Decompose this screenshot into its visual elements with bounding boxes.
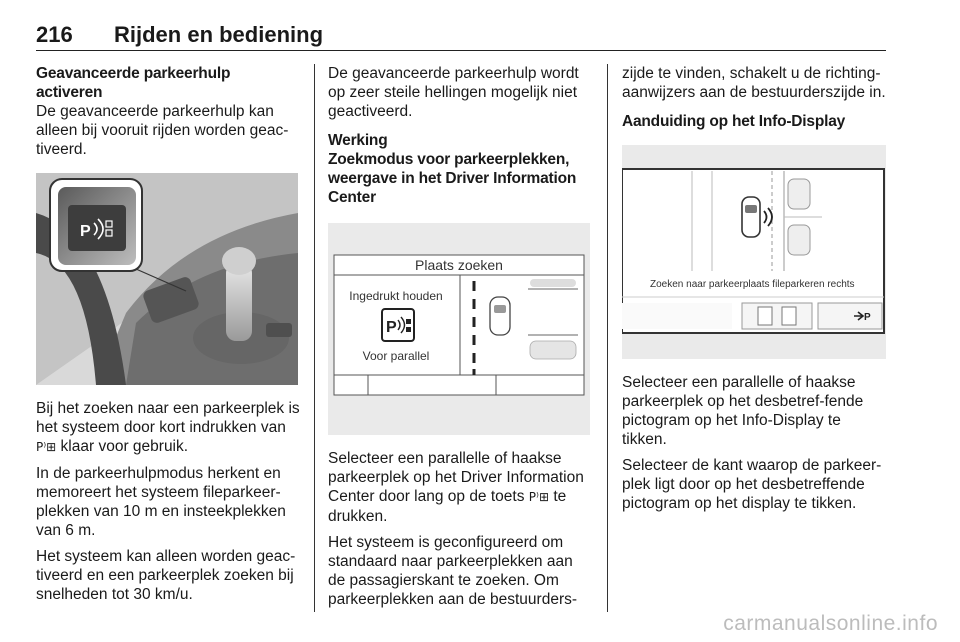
svg-text:P: P (386, 319, 397, 336)
info-display-figure (622, 145, 886, 359)
column-2 (328, 64, 592, 609)
svg-text:P: P (864, 312, 871, 323)
dic-parallel-label: Voor parallel (362, 349, 430, 363)
park-assist-icon: P⁾⊞ (528, 490, 550, 504)
dic-display (328, 223, 590, 435)
parking-type-button[interactable] (742, 303, 812, 329)
section-heading: Geavanceerde parkeerhulp activeren (36, 65, 231, 101)
paragraph: De geavanceerde parkeerhulp wordt op zeer steile hellingen mogelijk niet geactiveerd. (328, 65, 579, 120)
park-assist-icon: P⁾⊞ (36, 440, 57, 454)
park-assist-icon: P (80, 223, 91, 240)
paragraph: Bij het zoeken naar een parkeerplek is het systeem door kort indrukken van P⁾⊞ klaar voor gebruik. (36, 400, 300, 455)
section-heading: Aanduiding op het Info-Display (622, 113, 846, 130)
page-header (36, 20, 886, 51)
console-illustration (36, 173, 298, 385)
paragraph: De geavanceerde parkeerhulp kan alleen bij vooruit rijden worden geac-tiveerd. (36, 103, 289, 158)
paragraph: Selecteer een parallelle of haakse parkeerplek op het Driver Information Center door lang op de toets P⁾⊞ te drukken. (328, 450, 584, 525)
dic-hold-label: Ingedrukt houden (349, 289, 443, 303)
chapter-title: Rijden en bediening (114, 22, 324, 47)
side-select-button[interactable] (818, 303, 882, 329)
info-display-caption: Zoeken naar parkeerplaats fileparkeren rechts (650, 279, 855, 290)
dic-figure (328, 223, 590, 435)
page-number: 216 (36, 22, 73, 47)
watermark: carmanualsonline.info (723, 612, 938, 635)
column-divider (314, 64, 315, 612)
paragraph: In de parkeerhulpmodus herkent en memoreert het systeem fileparkeer-plekken van 10 m en insteekplekken van 6 m. (36, 465, 286, 539)
dic-title: Plaats zoeken (415, 257, 503, 273)
console-photo (36, 173, 298, 385)
column-1 (36, 64, 300, 604)
info-display (622, 145, 886, 359)
column-3 (622, 64, 888, 513)
paragraph: Selecteer een parallelle of haakse parkeerplek op het desbetref-fende pictogram op het Info-Display te tikken. (622, 374, 864, 448)
paragraph: zijde te vinden, schakelt u de richting-aanwijzers aan de bestuurderszijde in. (622, 65, 886, 101)
section-subheading: Zoekmodus voor parkeerplekken, weergave in het Driver Information Center (328, 151, 577, 206)
column-divider (607, 64, 608, 612)
paragraph: Het systeem is geconfigureerd om standaard naar parkeerplekken aan de passagierskant te zoeken. Om parkeerplekken aan de bestuurders- (328, 534, 578, 608)
section-heading: Werking (328, 132, 388, 149)
paragraph: Het systeem kan alleen worden geac-tiveerd en een parkeerplek zoeken bij snelheden tot 30 km/u. (36, 548, 296, 603)
paragraph: Selecteer de kant waarop de parkeer-plek ligt door op het desbetreffende pictogram op het display te tikken. (622, 457, 882, 512)
